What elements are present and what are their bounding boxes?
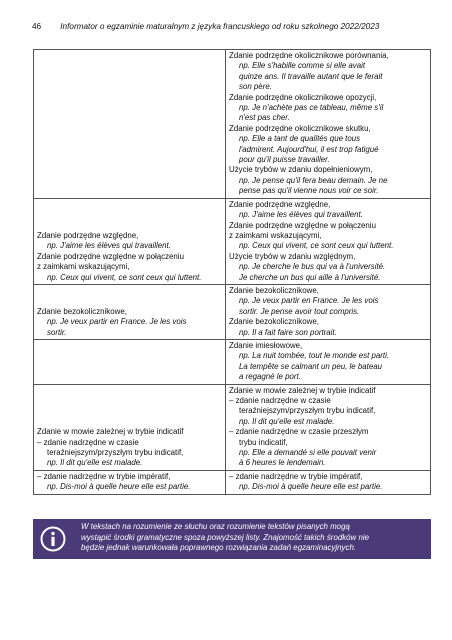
rule-line: Zdanie bezokolicznikowe, — [229, 317, 319, 327]
rule-line: Zdanie w mowie zależnej w trybie indicatif — [37, 427, 184, 437]
example-line: np. J'aime les élèves qui travaillent. — [47, 241, 171, 251]
example-line: a regagné le port. — [239, 372, 301, 382]
table-row — [34, 50, 431, 199]
rule-line: Zdanie podrzędne względne w połączeniu — [37, 251, 184, 261]
rule-line: z zaimkami wskazującymi, — [229, 230, 322, 240]
table-row — [34, 284, 431, 339]
rule-line: – zdanie nadrzędne w czasie — [37, 437, 139, 447]
example-line: np. Je veux partir en France. Je les vois — [47, 317, 187, 327]
basic-level-cell — [34, 198, 226, 284]
rule-line: – zdanie nadrzędne w trybie impératif, — [229, 471, 363, 481]
example-line: La tempête se calmant un peu, le bateau — [239, 361, 383, 371]
example-line: quinze ans. Il travaille autant que le ferait — [239, 71, 383, 81]
example-line: n'est pas cher. — [239, 113, 290, 123]
example-line: np. Je cherche le bus qui va à l'université. — [239, 262, 386, 272]
basic-level-cell — [34, 284, 226, 339]
example-line: sortir. — [47, 327, 67, 337]
info-icon — [40, 526, 66, 552]
extended-level-cell — [226, 339, 431, 384]
rule-line: Zdanie podrzędne okolicznikowe opozycji, — [229, 92, 377, 102]
basic-level-cell — [34, 50, 226, 199]
example-line: np. Elle a demandé si elle pouvait venir — [239, 448, 377, 458]
table-row — [34, 384, 431, 470]
rule-line: Zdanie bezokolicznikowe, — [37, 306, 127, 316]
info-line: będzie jednak warunkowała poprawnego rozwiązania zadań egzaminacyjnych. — [81, 543, 357, 553]
rule-line: – zdanie nadrzędne w czasie — [229, 396, 331, 405]
rule-line: – zdanie nadrzędne w czasie przeszłym — [229, 427, 369, 437]
extended-level-cell — [226, 284, 431, 339]
table-row — [34, 470, 431, 494]
example-line: np. Elle a tant de qualités que tous — [239, 134, 361, 144]
basic-level-cell — [34, 470, 226, 494]
example-line: np. J'aime les élèves qui travaillent. — [239, 210, 363, 220]
basic-level-cell — [34, 339, 226, 384]
rule-line: Zdanie bezokolicznikowe, — [229, 285, 319, 295]
example-line: pour qu'il puisse travailler. — [239, 155, 330, 165]
info-box — [33, 519, 431, 559]
page-header — [32, 20, 432, 34]
example-line: à 6 heures le lendemain. — [239, 458, 326, 468]
example-line: son père. — [239, 82, 272, 92]
example-line: np. Il a fait faire son portrait. — [239, 327, 337, 337]
rule-line: teraźniejszym/przyszłym trybu indicatif, — [47, 448, 184, 458]
example-line: np. Elle s'habille comme si elle avait — [239, 61, 366, 71]
example-line: l'admirent. Aujourd'hui, il est trop fatigué — [239, 144, 379, 154]
rule-line: Zdanie imiesłowowe, — [229, 340, 303, 350]
rule-line: – zdanie nadrzędne w trybie impératif, — [37, 471, 171, 481]
rule-line: Użycie trybów w zdaniu względnym, — [229, 251, 356, 261]
rule-line: teraźniejszym/przyszłym trybu indicatif, — [239, 406, 376, 416]
page-number: 46 — [32, 22, 42, 31]
example-line: np. Ceux qui vivent, ce sont ceux qui luttent. — [239, 241, 394, 251]
example-line: sortir. Je pense avoir tout compris. — [239, 306, 360, 316]
table-row — [34, 198, 431, 284]
extended-level-cell — [226, 50, 431, 199]
grammar-table — [33, 49, 431, 495]
example-line: pense pas qu'il vienne nous voir ce soir. — [239, 186, 379, 196]
info-text — [81, 522, 423, 554]
example-line: np. Je veux partir en France. Je les vois — [239, 296, 379, 306]
rule-line: Zdanie podrzędne okolicznikowe porównania, — [229, 51, 389, 60]
extended-level-cell — [226, 198, 431, 284]
rule-line: trybu indicatif, — [239, 437, 288, 447]
example-line: np. Il dit qu'elle est malade. — [47, 458, 143, 468]
rule-line: Zdanie podrzędne względne, — [37, 230, 139, 240]
info-line: wystąpić środki gramatyczne spoza powyższej listy. Znajomość takich środków nie — [81, 532, 369, 542]
info-line: W tekstach na rozumienie ze słuchu oraz rozumienie tekstów pisanych mogą — [81, 522, 350, 531]
example-line: np. Dis-moi à quelle heure elle est partie. — [47, 482, 191, 492]
basic-level-cell — [34, 384, 226, 470]
example-line: np. Ceux qui vivent, ce sont ceux qui luttent. — [47, 272, 202, 282]
example-line: np. Je pense qu'il fera beau demain. Je ne — [239, 175, 388, 185]
example-line: Je cherche un bus qui aille à l'université. — [239, 272, 381, 282]
example-line: np. Il dit qu'elle est malade. — [239, 416, 335, 426]
example-line: np. Dis-moi à quelle heure elle est partie. — [239, 482, 383, 492]
example-line: np. Je n'achète pas ce tableau, même s'il — [239, 103, 384, 113]
rule-line: Zdanie podrzędne względne w połączeniu — [229, 220, 376, 230]
running-title: Informator o egzaminie maturalnym z języka francuskiego od roku szkolnego 2022/2023 — [60, 22, 380, 31]
table-row — [34, 339, 431, 384]
rule-line: Użycie trybów w zdaniu dopełnieniowym, — [229, 165, 373, 175]
rule-line: Zdanie podrzędne okolicznikowe skutku, — [229, 123, 371, 133]
rule-line: Zdanie w mowie zależnej w trybie indicatif — [229, 385, 376, 395]
rule-line: Zdanie podrzędne względne, — [229, 199, 331, 209]
example-line: np. La nuit tombée, tout le monde est parti. — [239, 351, 390, 361]
extended-level-cell — [226, 470, 431, 494]
extended-level-cell — [226, 384, 431, 470]
rule-line: z zaimkami wskazującymi, — [37, 262, 130, 272]
